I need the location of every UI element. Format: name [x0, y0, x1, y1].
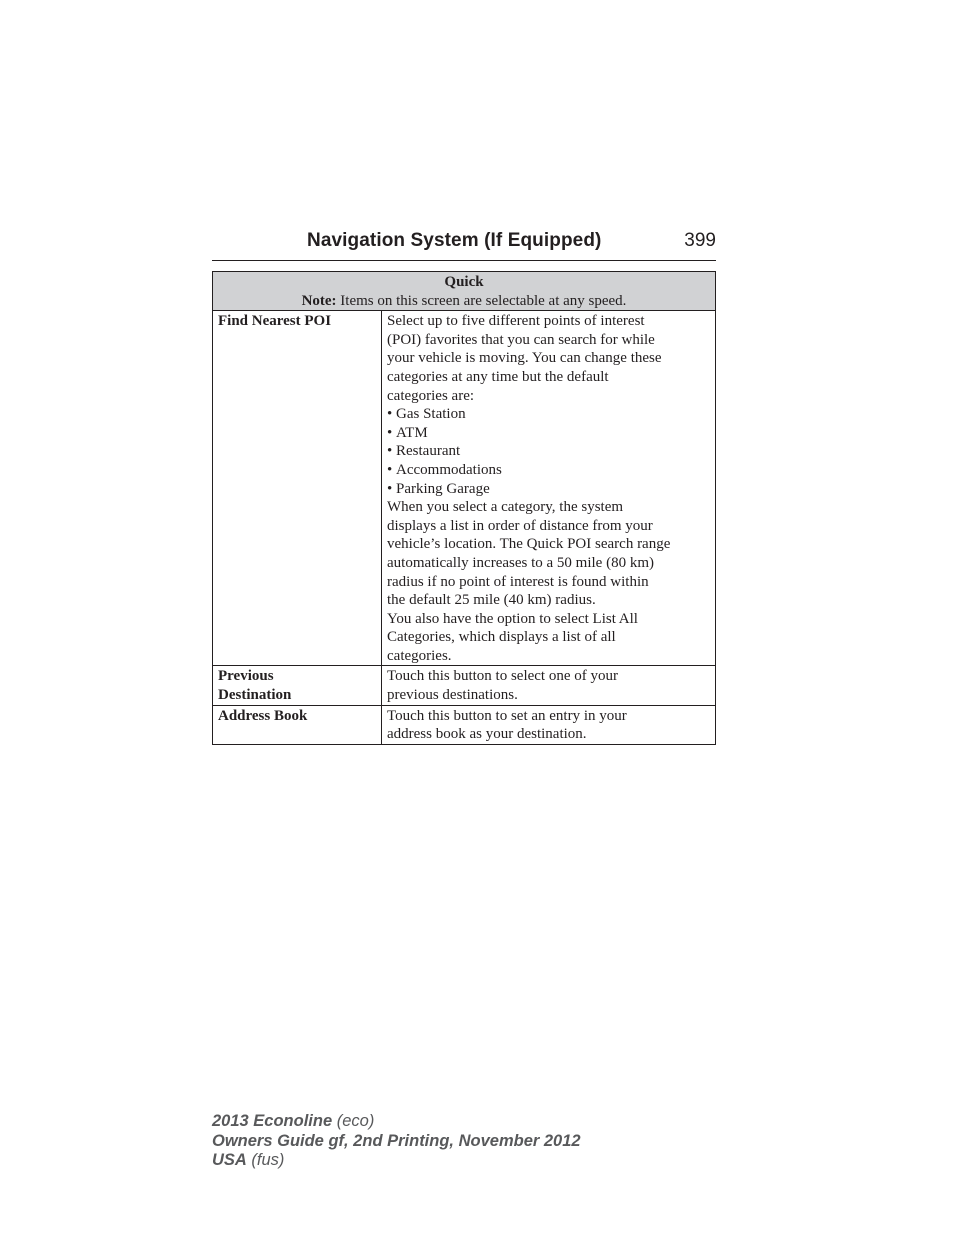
table-note [218, 292, 710, 311]
footer-line-printing: Owners Guide gf, 2nd Printing, November 2012 [212, 1131, 581, 1150]
table-row [213, 666, 716, 705]
footer-line-region: USA (fus) [212, 1151, 285, 1169]
category-bullet: • Accommodations [387, 461, 710, 480]
label-line: Previous [218, 668, 274, 685]
table-row [213, 705, 716, 744]
footer-line-model: 2013 Econoline (eco) [212, 1112, 375, 1130]
category-bullet: • Parking Garage [387, 480, 710, 499]
label-line: Destination [218, 687, 292, 704]
category-bullet: • Gas Station [387, 405, 710, 424]
desc-line: displays a list in order of distance from your [387, 517, 653, 534]
page-header [212, 228, 716, 261]
desc-line: When you select a category, the system [387, 499, 624, 516]
category-bullet: • Restaurant [387, 442, 710, 461]
desc-line: Touch this button to set an entry in your [387, 707, 627, 724]
desc-line: categories. [387, 647, 452, 664]
desc-line: (POI) favorites that you can search for while [387, 331, 655, 348]
row-desc-previous-destination [382, 666, 716, 705]
table-header-row [213, 272, 716, 311]
table-header-cell [213, 272, 716, 311]
desc-line: address book as your destination. [387, 726, 587, 743]
table-row [213, 311, 716, 666]
desc-line: Touch this button to select one of your [387, 668, 618, 685]
page-number: 399 [684, 230, 716, 251]
category-bullet: • ATM [387, 424, 710, 443]
row-desc-address-book [382, 705, 716, 744]
note-text: Items on this screen are selectable at any speed. [336, 292, 627, 309]
desc-line: categories are: [387, 387, 475, 404]
desc-line: automatically increases to a 50 mile (80 km) [387, 554, 654, 571]
desc-line: categories at any time but the default [387, 368, 609, 385]
desc-line: Select up to five different points of interest [387, 313, 645, 330]
row-label-address-book: Address Book [213, 705, 382, 744]
desc-line: the default 25 mile (40 km) radius. [387, 592, 596, 609]
desc-line: radius if no point of interest is found within [387, 573, 649, 590]
note-label: Note: [301, 292, 337, 309]
quick-menu-table [212, 271, 716, 745]
row-label-previous-destination [213, 666, 382, 705]
section-title: Navigation System (If Equipped) [307, 230, 602, 251]
desc-line: You also have the option to select List All [387, 610, 638, 627]
row-label-find-nearest-poi: Find Nearest POI [213, 311, 382, 666]
desc-line: Categories, which displays a list of all [387, 629, 616, 646]
row-desc-find-nearest-poi [382, 311, 716, 666]
page-footer [212, 1112, 581, 1171]
desc-line: vehicle’s location. The Quick POI search range [387, 536, 671, 553]
table-heading: Quick [444, 274, 484, 290]
desc-line: previous destinations. [387, 687, 518, 704]
desc-line: your vehicle is moving. You can change these [387, 350, 662, 367]
